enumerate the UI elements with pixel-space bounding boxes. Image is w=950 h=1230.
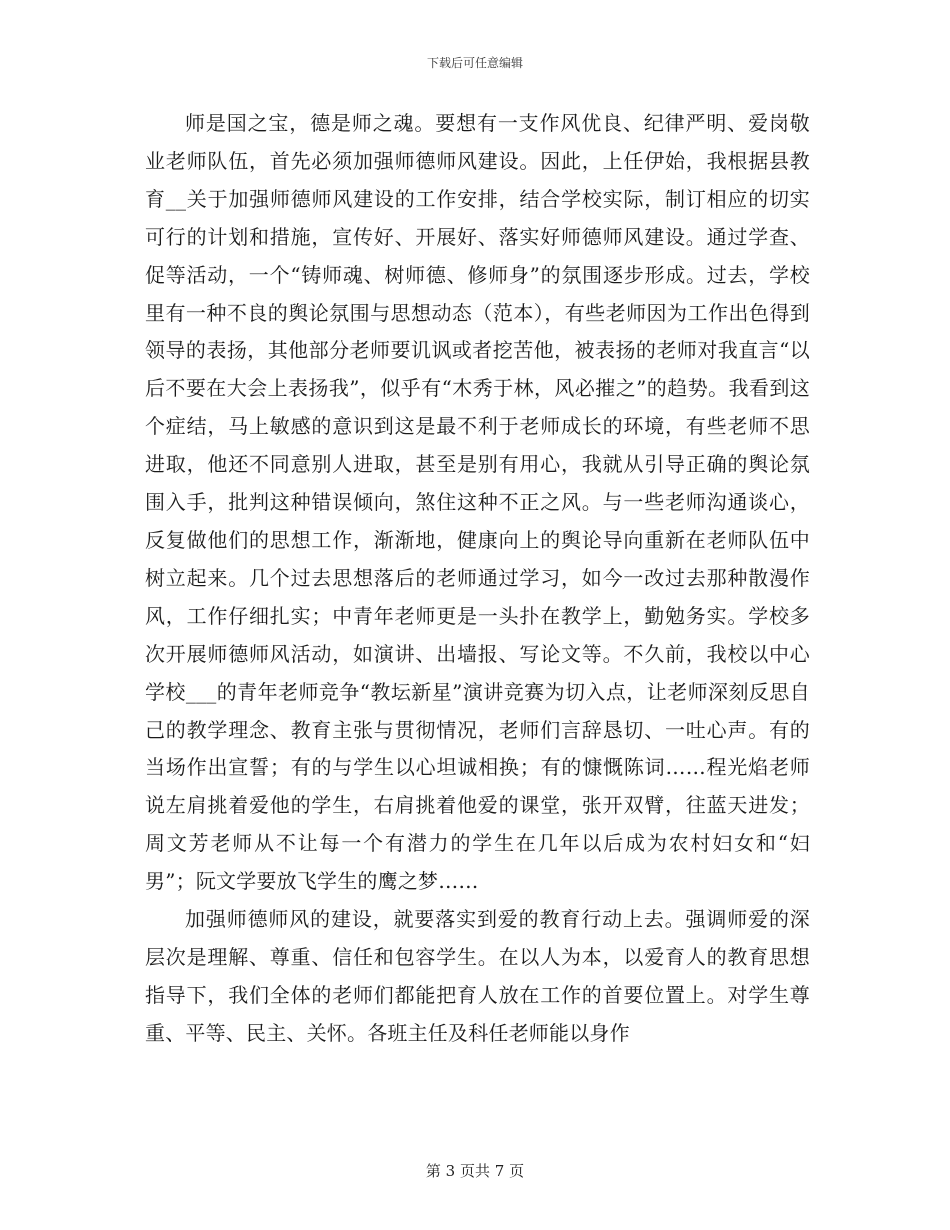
paragraph: 加强师德师风的建设，就要落实到爱的教育行动上去。强调师爱的深层次是理解、尊重、信任和包容学生。在以人为本，以爱育人的教育思想指导下，我们全体的老师们都能把育人放在工作的首要位置上。对学生尊重、平等、民主、关怀。各班主任及科任老师能以身作 <box>145 907 810 1045</box>
page-number-footer: 第 3 页共 7 页 <box>425 1162 525 1180</box>
document-body <box>145 105 810 1053</box>
page-header: 下载后可任意编辑 <box>426 56 523 70</box>
paragraph: 师是国之宝，德是师之魂。要想有一支作风优良、纪律严明、爱岗敬业老师队伍，首先必须加强师德师风建设。因此，上任伊始，我根据县教育__关于加强师德师风建设的工作安排，结合学校实际，制订相应的切实可行的计划和措施，宣传好、开展好、落实好师德师风建设。通过学查、促等活动，一个“铸师魂、树师德、修师身”的氛围逐步形成。过去，学校里有一种不良的舆论氛围与思想动态（范本），有些老师因为工作出色得到领导的表扬，其他部分老师要讥讽或者挖苦他，被表扬的老师对我直言“以后不要在大会上表扬我”，似乎有“木秀于林，风必摧之”的趋势。我看到这个症结，马上敏感的意识到这是最不利于老师成长的环境，有些老师不思进取，他还不同意别人进取，甚至是别有用心，我就从引导正确的舆论氛围入手，批判这种错误倾向，煞住这种不正之风。与一些老师沟通谈心，反复做他们的思想工作，渐渐地，健康向上的舆论导向重新在老师队伍中树立起来。几个过去思想落后的老师通过学习，如今一改过去那种散漫作风，工作仔细扎实；中青年老师更是一头扑在教学上，勤勉务实。学校多次开展师德师风活动，如演讲、出墙报、写论文等。不久前，我校以中心学校___的青年老师竞争“教坛新星”演讲竞赛为切入点，让老师深刻反思自己的教学理念、教育主张与贯彻情况，老师们言辞恳切、一吐心声。有的当场作出宣誓；有的与学生以心坦诚相换；有的慷慨陈词……程光焰老师说左肩挑着爱他的学生，右肩挑着他爱的课堂，张开双臂，往蓝天进发；周文芳老师从不让每一个有潜力的学生在几年以后成为农村妇女和“妇男”；阮文学要放飞学生的鹰之梦…… <box>145 111 810 894</box>
